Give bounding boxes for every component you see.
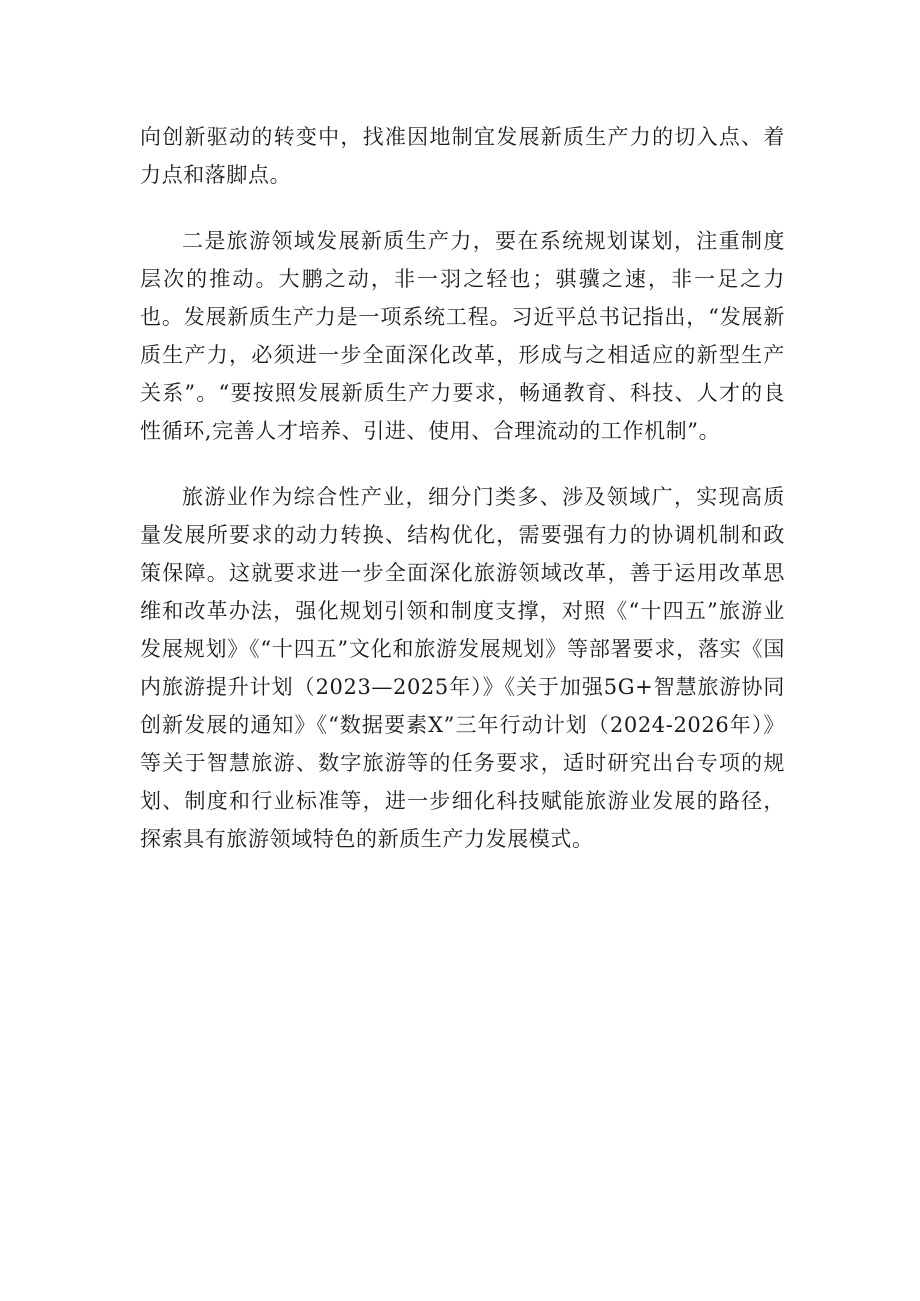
document-body [140, 118, 785, 886]
paragraph-tourism-system-planning: 二是旅游领域发展新质生产力，要在系统规划谋划，注重制度层次的推动。大鹏之动，非一羽之轻也；骐骥之速，非一足之力也。发展新质生产力是一项系统工程。习近平总书记指出，“发展新质生产力，必须进一步全面深化改革，形成与之相适应的新型生产关系”。“要按照发展新质生产力要求，畅通教育、科技、人才的良性循环,完善人才培养、引进、使用、合理流动的工作机制”。 [140, 229, 785, 443]
paragraph-tourism-industry-reform: 旅游业作为综合性产业，细分门类多、涉及领域广，实现高质量发展所要求的动力转换、结构优化，需要强有力的协调机制和政策保障。这就要求进一步全面深化旅游领域改革，善于运用改革思维和改革办法，强化规划引领和制度支撑，对照《“十四五”旅游业发展规划》《“十四五”文化和旅游发展规划》等部署要求，落实《国内旅游提升计划（2023—2025年）》《关于加强5G+智慧旅游协同创新发展的通知》《“数据要素X”三年行动计划（2024-2026年）》等关于智慧旅游、数字旅游等的任务要求，适时研究出台专项的规划、制度和行业标准等，进一步细化科技赋能旅游业发展的路径，探索具有旅游领域特色的新质生产力发展模式。 [140, 485, 785, 851]
paragraph-continuation: 向创新驱动的转变中，找准因地制宜发展新质生产力的切入点、着力点和落脚点。 [140, 125, 785, 187]
